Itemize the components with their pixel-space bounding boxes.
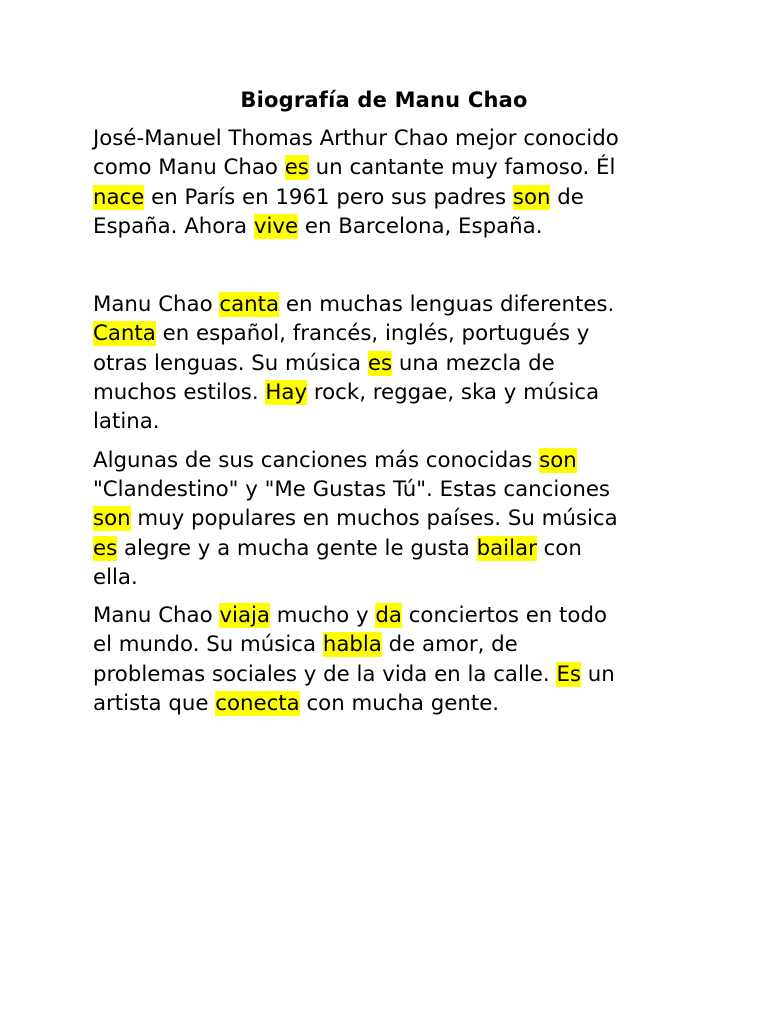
text-line xyxy=(93,660,693,689)
text-line xyxy=(93,563,693,592)
text-line xyxy=(93,290,693,319)
text-line xyxy=(93,601,693,630)
text-run: de amor, de xyxy=(381,632,518,658)
text-run: alegre y a mucha gente le gusta xyxy=(117,535,477,561)
text-line xyxy=(93,349,693,378)
highlighted-verb: habla xyxy=(322,632,382,658)
text-line xyxy=(93,378,693,407)
text-run: ella. xyxy=(93,564,138,590)
highlighted-verb: es xyxy=(367,350,393,376)
text-run: problemas sociales y de la vida en la calle. xyxy=(93,661,557,687)
text-run: como Manu Chao xyxy=(93,155,285,181)
text-run: un xyxy=(581,661,615,687)
text-run: un cantante muy famoso. Él xyxy=(308,155,616,181)
text-run: Manu Chao xyxy=(93,292,220,318)
document-title: Biografía de Manu Chao xyxy=(240,88,528,112)
text-run: España. Ahora xyxy=(93,213,254,239)
text-line xyxy=(93,475,693,504)
paragraph-4 xyxy=(93,601,693,718)
text-run: mucho y xyxy=(269,603,376,629)
highlighted-verb: vive xyxy=(253,213,299,239)
highlighted-verb: es xyxy=(284,155,309,181)
text-run: José-Manuel Thomas Arthur Chao mejor conocido xyxy=(93,126,619,151)
highlighted-verb: viaja xyxy=(219,603,270,629)
text-run: Algunas de sus canciones más conocidas xyxy=(93,447,540,473)
text-run: en París en 1961 pero sus padres xyxy=(144,184,513,210)
text-run: el mundo. Su música xyxy=(93,632,323,658)
text-line xyxy=(93,319,693,348)
text-line xyxy=(93,212,693,241)
highlighted-verb: son xyxy=(93,506,131,532)
paragraph-1 xyxy=(93,124,693,241)
text-line xyxy=(93,153,693,182)
highlighted-verb: Canta xyxy=(93,321,156,347)
text-line xyxy=(93,689,693,718)
text-run: artista que xyxy=(93,691,216,717)
document-page xyxy=(93,84,693,718)
text-run: una mezcla de xyxy=(392,350,555,376)
text-run: "Clandestino" y "Me Gustas Tú". Estas canciones xyxy=(93,476,611,502)
text-line xyxy=(93,446,693,475)
paragraph-3 xyxy=(93,446,693,592)
text-line xyxy=(93,124,693,153)
text-line xyxy=(93,504,693,533)
text-run: en muchas lenguas diferentes. xyxy=(279,292,615,318)
highlighted-verb: Hay xyxy=(265,380,308,406)
text-run: muy populares en muchos países. Su música xyxy=(130,506,618,532)
highlighted-verb: nace xyxy=(93,184,145,210)
highlighted-verb: son xyxy=(539,447,577,473)
text-run: muchos estilos. xyxy=(93,380,266,406)
text-run: con xyxy=(536,535,582,561)
text-run: Manu Chao xyxy=(93,603,220,629)
highlighted-verb: da xyxy=(375,603,402,629)
text-line xyxy=(93,407,693,436)
text-run: otras lenguas. Su música xyxy=(93,350,368,376)
highlighted-verb: canta xyxy=(219,292,280,318)
highlighted-verb: conecta xyxy=(215,691,300,717)
text-line xyxy=(93,183,693,212)
highlighted-verb: es xyxy=(93,535,118,561)
text-run: latina. xyxy=(93,409,160,435)
text-line xyxy=(93,630,693,659)
highlighted-verb: son xyxy=(512,184,551,210)
text-run: rock, reggae, ska y música xyxy=(307,380,600,406)
text-run: conciertos en todo xyxy=(401,603,607,629)
text-run: en Barcelona, España. xyxy=(298,213,543,239)
text-run: de xyxy=(550,184,584,210)
highlighted-verb: bailar xyxy=(476,535,537,561)
text-run: con mucha gente. xyxy=(299,691,500,717)
text-run: en español, francés, inglés, portugués y xyxy=(155,321,590,347)
highlighted-verb: Es xyxy=(556,661,581,687)
paragraph-2 xyxy=(93,290,693,436)
text-line xyxy=(93,534,693,563)
